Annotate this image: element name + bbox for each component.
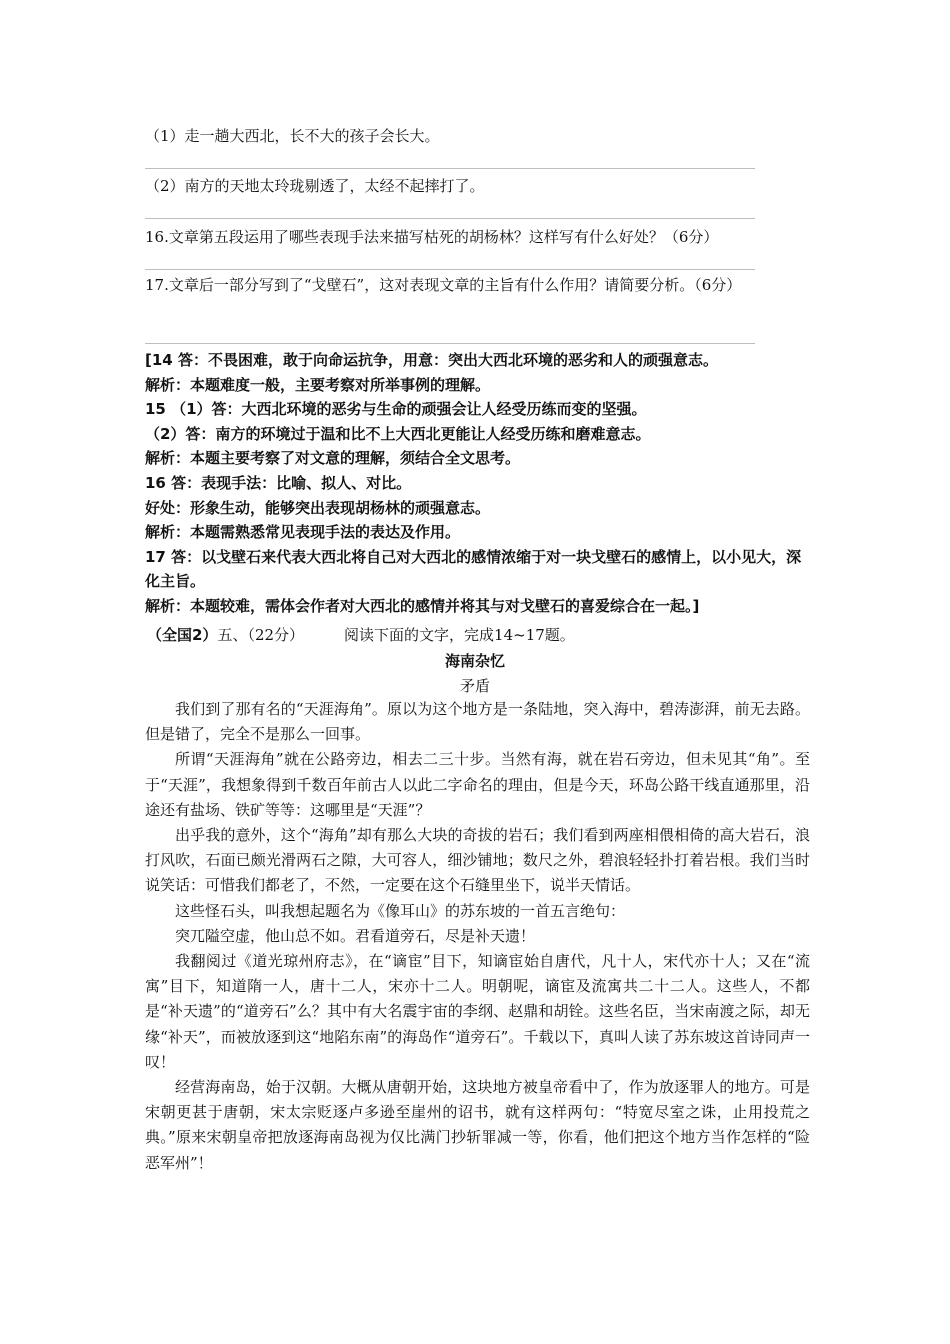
answer-line-text: [14 答：不畏困难，敢于向命运抗争，用意：突出大西北环境的恶劣和人的顽强意志。 [145, 351, 718, 369]
section-source: （全国2） [147, 626, 218, 644]
article-author: 矛盾 [459, 677, 490, 695]
answer-line-text: 17 答：以戈壁石来代表大西北将自己对大西北的感情浓缩于对一块戈壁石的感情上，以小见大，深化主旨。 [145, 547, 802, 591]
question-16: 16.文章第五段运用了哪些表现手法来描写枯死的胡杨林？这样写有什么好处？（6分） [145, 228, 719, 246]
answer-line-text: 解析：本题主要考察了对文意的理解，须结合全文思考。 [145, 449, 521, 468]
section-label: 五、（22分） [217, 626, 305, 644]
article-paragraph: 这些怪石头，叫我想起题名为《像耳山》的苏东坡的一首五言绝句： [175, 901, 626, 920]
answer-line-text: 15 （1）答：大西北环境的恶劣与生命的顽强会让人经受历练而变的坚强。 [145, 400, 647, 419]
answer-line [145, 343, 755, 344]
answer-line-text: 好处：形象生动，能够突出表现胡杨林的顽强意志。 [145, 498, 491, 517]
answer-line [145, 168, 755, 169]
article-paragraph: 我翻阅过《道光琼州府志》，在“谪宦”目下，知谪宦始自唐代，凡十人，宋代亦十人；又在“流寓”目下，知道隋一人，唐十二人，宋亦十二人。明朝呢，谪宦及流寓共二十二人。这些人，不都是“补天遗”的“道旁石”么？其中有大名震宇宙的李纲、赵鼎和胡铨。这些名臣，当宋南渡之际，却无缘“补天”，而被放逐到这“地陷东南”的海岛作“道旁石”。千载以下，真叫人读了苏东坡这首诗同声一叹！ [145, 952, 810, 1071]
article-body [145, 697, 810, 1176]
article-paragraph: 突兀隘空虚，他山总不如。君看道旁石，尽是补天遗！ [175, 926, 536, 945]
article-paragraph: 所谓“天涯海角”就在公路旁边，相去二三十步。当然有海，就在岩石旁边，但未见其“角”。至于“天涯”，我想象得到千数百年前古人以此二字命名的理由，但是今天，环岛公路干线直通那里，沿途还有盐场、铁矿等等：这哪里是“天涯”？ [145, 750, 810, 819]
question-15-part-2: （2）南方的天地太玲珑剔透了，太经不起摔打了。 [145, 177, 485, 195]
answer-line [145, 269, 755, 270]
answer-line-text: 解析：本题难度一般，主要考察对所举事例的理解。 [145, 375, 491, 394]
question-17: 17.文章后一部分写到了“戈壁石”，这对表现文章的主旨有什么作用？请简要分析。（6分） [145, 276, 742, 294]
article-paragraph: 我们到了那有名的“天涯海角”。原以为这个地方是一条陆地，突入海中，碧涛澎湃，前无去路。但是错了，完全不是那么一回事。 [145, 700, 810, 744]
answer-line-text: （2）答：南方的环境过于温和比不上大西北更能让人经受历练和磨难意志。 [145, 424, 651, 443]
answer-line [145, 218, 755, 219]
question-15-part-1: （1）走一趟大西北，长不大的孩子会长大。 [145, 127, 440, 145]
article-title: 海南杂忆 [444, 652, 505, 670]
answer-key [145, 348, 815, 619]
article-paragraph: 经营海南岛，始于汉朝。大概从唐朝开始，这块地方被皇帝看中了，作为放逐罪人的地方。可是宋朝更甚于唐朝，宋太宗贬逐卢多逊至崖州的诏书，就有这样两句：“特宽尽室之诛，止用投荒之典。”原来宋朝皇帝把放逐海南岛视为仅比满门抄斩罪减一等，你看，他们把这个地方当作怎样的“险恶军州”！ [145, 1078, 810, 1172]
section-heading [147, 623, 575, 647]
answer-line-text: 解析：本题较难，需体会作者对大西北的感情并将其与对戈壁石的喜爱综合在一起。] [145, 596, 700, 615]
section-instruction: 阅读下面的文字，完成14~17题。 [344, 626, 575, 644]
answer-line-text: 16 答：表现手法：比喻、拟人、对比。 [145, 473, 412, 492]
answer-line-text: 解析：本题需熟悉常见表现手法的表达及作用。 [145, 523, 461, 542]
article-paragraph: 出乎我的意外，这个“海角”却有那么大块的奇拔的岩石；我们看到两座相偎相倚的高大岩石，浪打风吹，石面已颇光滑两石之隙，大可容人，细沙铺地；数尺之外，碧浪轻轻扑打着岩根。我们当时说笑话：可惜我们都老了，不然，一定要在这个石缝里坐下，说半天情话。 [145, 826, 810, 895]
